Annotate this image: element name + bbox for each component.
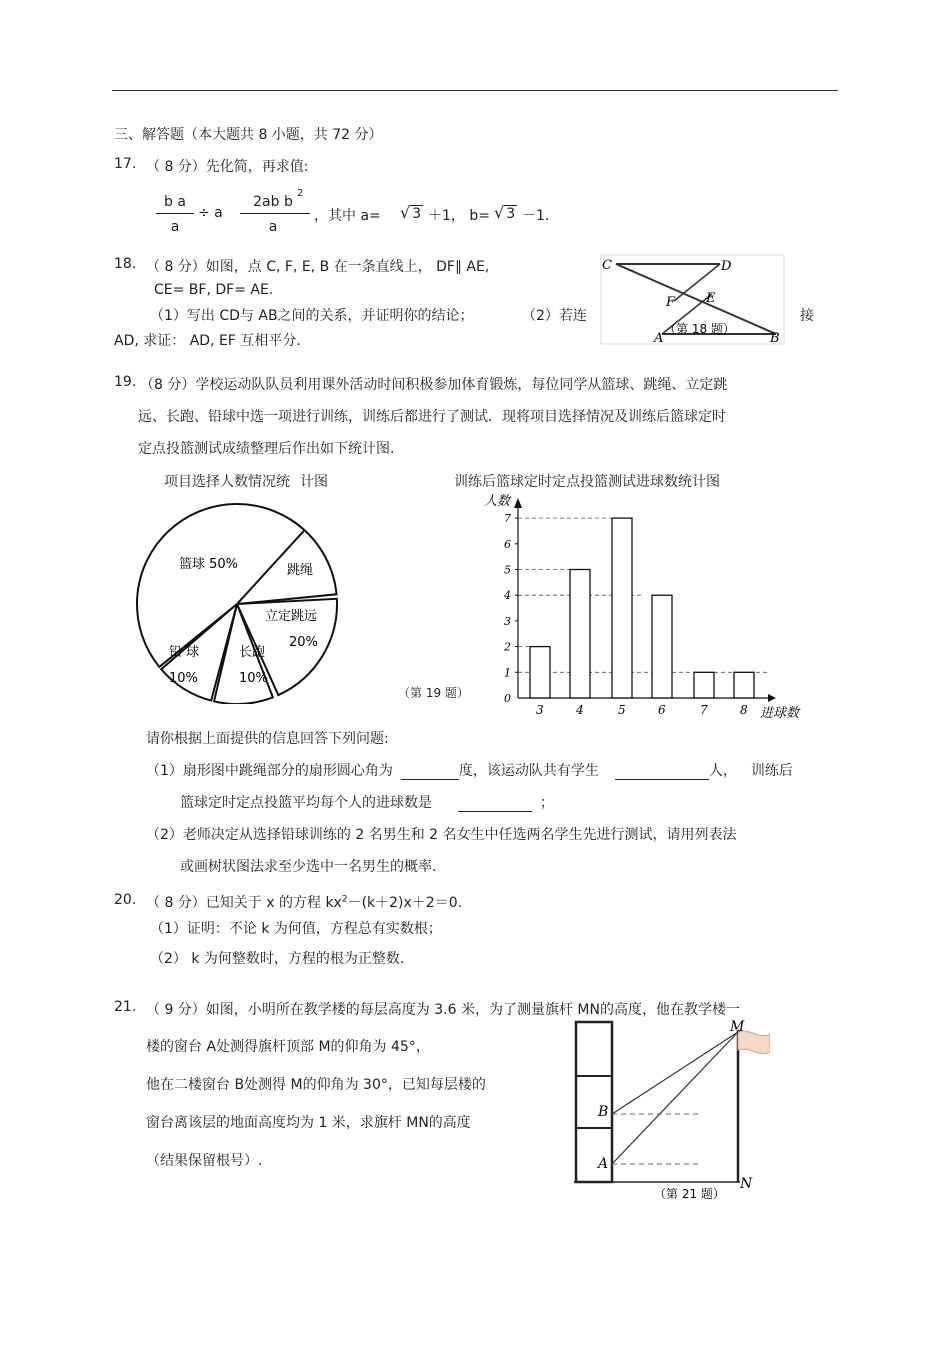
label-a: A [598, 1156, 609, 1172]
radical-sign: √ [494, 203, 505, 222]
p1-text-b: 度，该运动队共有学生 [458, 763, 599, 779]
label-m: M [730, 1019, 745, 1035]
q18-line3c: 接 [800, 308, 814, 324]
sqrt-a [400, 203, 423, 222]
q18-figure [600, 254, 785, 346]
q18-line1: （ 8 分）如图，点 C, F, E, B 在一条直线上， DF∥ AE, [146, 259, 490, 275]
bar-chart [472, 490, 812, 722]
x-tick-4: 4 [576, 703, 584, 717]
y-tick-7: 7 [504, 512, 511, 526]
q18-line3b: （2）若连 [522, 308, 587, 324]
bar-8 [734, 672, 754, 698]
q21-line1: （ 9 分）如图，小明所在教学楼的每层高度为 3.6 米，为了测量旗杆 MN的高度，他在教学楼一 [146, 1002, 740, 1018]
pie-percent-立定跳远: 20% [289, 635, 318, 650]
q21-number: 21. [114, 999, 137, 1015]
q20-part2: （2） k 为何整数时，方程的根为正整数. [150, 951, 405, 967]
radical-sign: √ [400, 203, 411, 222]
label-e: E [706, 291, 716, 306]
frac1-numerator: b a [164, 194, 186, 210]
y-axis-arrow [514, 498, 522, 508]
q19-line3: 定点投篮测试成绩整理后作出如下统计图. [138, 441, 395, 457]
label-f: F [666, 295, 676, 310]
pie-percent-长跑: 10% [239, 671, 268, 686]
y-tick-1: 1 [504, 666, 511, 680]
section-title: 三、解答题（本大题共 8 小题，共 72 分） [114, 127, 383, 143]
label-c: C [602, 258, 612, 273]
q21-line4: 窗台离该层的地面高度均为 1 米，求旗杆 MN的高度 [146, 1115, 471, 1131]
x-tick-8: 8 [740, 703, 748, 717]
q20-eq-a: （ 8 分）已知关于 x 的方程 kx [146, 895, 342, 911]
bar-4 [570, 570, 590, 699]
frac1-denominator: a [170, 219, 180, 235]
q18-caption: （第 18 题） [664, 322, 735, 336]
q19-part2-line2: 或画树状图法求至少选中一名男生的概率. [180, 859, 437, 875]
sqrt-b [494, 203, 517, 222]
q19-line1: （8 分）学校运动队队员利用课外活动时间积极参加体育锻炼，每位同学从篮球、跳绳、立定跳 [140, 377, 728, 393]
bar-7 [694, 672, 714, 698]
answer-blank-students[interactable] [615, 779, 709, 780]
q20-number: 20. [114, 892, 137, 908]
label-b: B [770, 331, 780, 346]
y-tick-5: 5 [504, 563, 511, 577]
q19-line2: 远、长跑、铅球中选一项进行训练，训练后都进行了测试．现将项目选择情况及训练后篮球定时 [138, 409, 726, 425]
q18-line2: CE= BF, DF= AE. [154, 282, 274, 298]
q21-figure [570, 1018, 770, 1208]
frac2-numerator: 2ab b [253, 194, 293, 210]
bar-6 [652, 595, 672, 698]
x-tick-5: 5 [618, 703, 626, 717]
label-d: D [721, 259, 732, 274]
q17-text: （ 8 分）先化简，再求值: [146, 159, 309, 175]
x-axis-label: 进球数 [760, 706, 800, 721]
p1-text-d: 训练后 [750, 763, 793, 779]
y-tick-4: 4 [504, 589, 511, 603]
y-axis-label: 人数 [484, 494, 511, 509]
pie-title-b: 计图 [300, 474, 328, 490]
pie-label-篮球: 篮球 50% [179, 557, 239, 572]
answer-blank-average[interactable] [458, 811, 532, 812]
q20-line1 [146, 892, 462, 912]
pie-chart [130, 494, 360, 704]
q21-line5: （结果保留根号）. [146, 1153, 263, 1169]
q18-line4: AD, 求证： AD, EF 互相平分. [114, 333, 301, 349]
bar-title: 训练后篮球定时定点投篮测试进球数统计图 [454, 474, 720, 490]
x-tick-6: 6 [658, 703, 666, 717]
divide-a: ÷ a [198, 205, 223, 221]
top-rule [112, 90, 838, 91]
p1-text-c: 人， [708, 763, 737, 779]
p1-text-f: ； [540, 795, 554, 811]
sightline-am [612, 1032, 738, 1164]
frac2-denominator: a [268, 219, 278, 235]
label-n: N [740, 1176, 753, 1192]
q19-part2-line1: （2）老师决定从选择铅球训练的 2 名男生和 2 名女生中任选两名学生先进行测试，请用列表法 [146, 827, 737, 843]
q21-line3: 他在二楼窗台 B处测得 M的仰角为 30°，已知每层楼的 [146, 1077, 486, 1093]
q18-number: 18. [114, 256, 137, 272]
q21-caption: （第 21 题） [654, 1187, 725, 1201]
pie-label-长跑: 长跑 [239, 645, 266, 660]
label-a: A [654, 331, 664, 346]
q19-part1-line2 [180, 792, 554, 812]
y-tick-3: 3 [504, 614, 511, 628]
x-tick-3: 3 [536, 703, 544, 717]
q21-line2: 楼的窗台 A处测得旗杆顶部 M的仰角为 45°， [146, 1039, 430, 1055]
q20-eq-b: －(k＋2)x＋2＝0. [347, 895, 463, 911]
bar-3 [530, 647, 550, 698]
y-tick-0: 0 [504, 692, 511, 705]
pie-label-铅球: 铅 球 [169, 645, 200, 660]
q17-number: 17. [114, 156, 137, 172]
pie-percent-铅球: 10% [169, 671, 198, 686]
q19-number: 19. [114, 374, 137, 390]
y-tick-2: 2 [504, 640, 511, 654]
frac2-exponent: 2 [297, 188, 304, 199]
frac1-bar [156, 213, 194, 214]
radicand: 3 [506, 206, 516, 222]
pie-title [164, 471, 328, 491]
x-axis-arrow [768, 694, 776, 702]
y-tick-6: 6 [504, 537, 511, 551]
q19-part1-line1 [146, 760, 793, 780]
q17-condition: ，其中 a= [314, 208, 381, 224]
x-tick-7: 7 [700, 703, 708, 717]
pie-label-立定跳远: 立定跳远 [265, 609, 318, 624]
bar-5 [612, 518, 632, 698]
q18-line3a: （1）写出 CD与 AB之间的关系，并证明你的结论； [150, 308, 474, 324]
p1-text-a: （1）扇形图中跳绳部分的扇形圆心角为 [146, 763, 393, 779]
q17-a-tail: ＋1， b= [428, 208, 490, 224]
frac2-bar [240, 213, 310, 214]
q19-caption: （第 19 题） [398, 686, 469, 700]
answer-blank-angle[interactable] [401, 779, 459, 780]
q20-exponent: 2 [341, 894, 348, 905]
radicand: 3 [412, 206, 422, 222]
sightline-bm [612, 1032, 738, 1114]
pie-title-a: 项目选择人数情况统 [164, 474, 290, 490]
q17-b-tail: －1. [522, 208, 550, 224]
q20-part1: （1）证明：不论 k 为何值，方程总有实数根； [150, 921, 442, 937]
p1-text-e: 篮球定时定点投篮平均每个人的进球数是 [180, 795, 432, 811]
pie-label-跳绳: 跳绳 [287, 563, 314, 578]
q19-ask: 请你根据上面提供的信息回答下列问题: [146, 731, 389, 747]
label-b: B [598, 1104, 609, 1120]
